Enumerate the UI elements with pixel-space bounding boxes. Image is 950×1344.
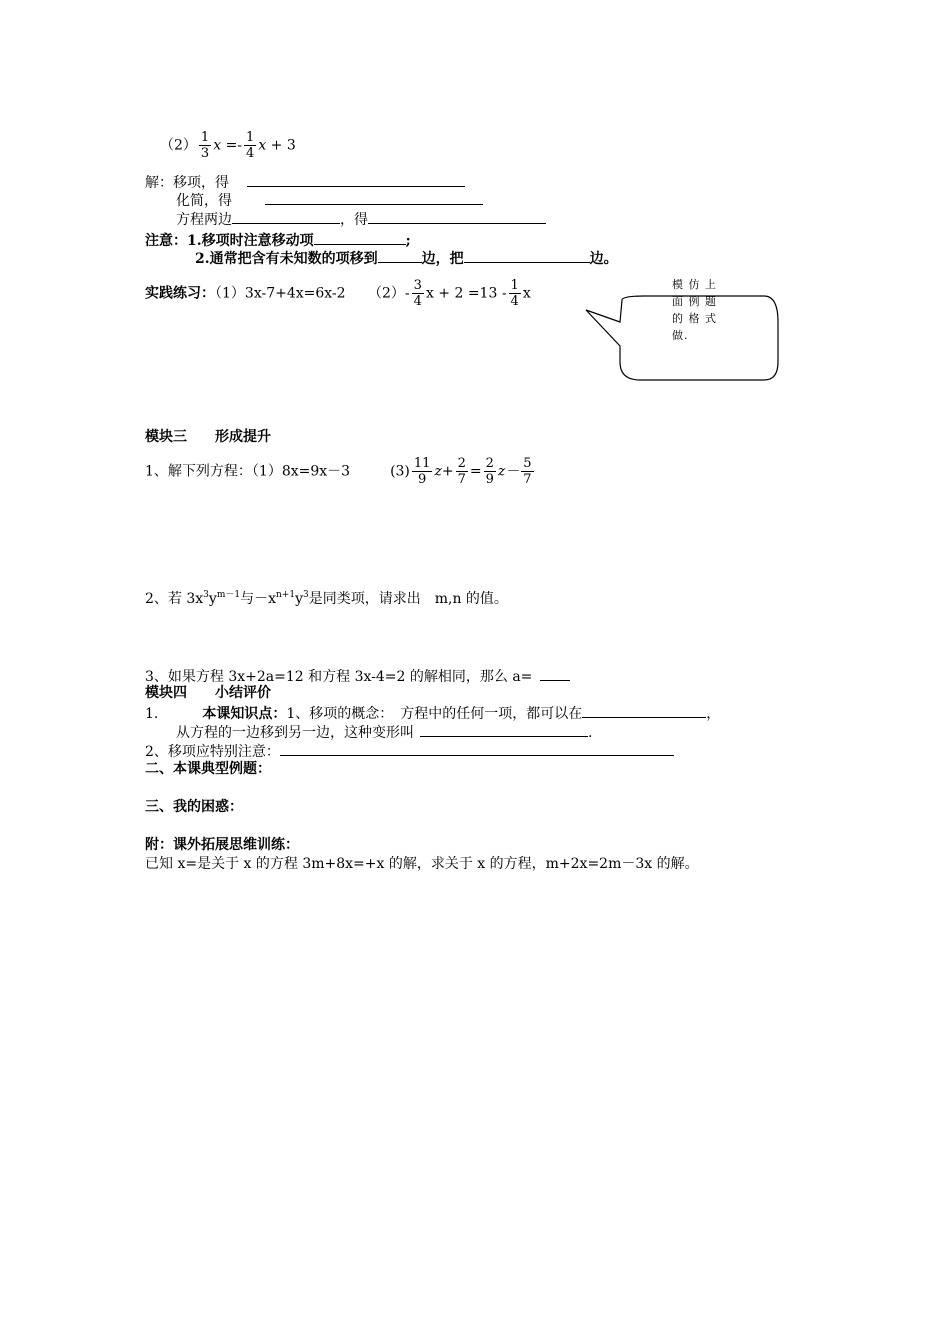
answer-blank[interactable] (265, 190, 483, 205)
module-4-title: 模块四 小结评价 (145, 685, 271, 701)
m4-row-1: 1. 本课知识点：1、移项的概念： 方程中的任何一项，都可以在 ， (145, 703, 720, 723)
m4-row-2: 从方程的一边移到另一边，这种变形叫 . (176, 722, 592, 742)
extension-problem: 已知 x=是关于 x 的方程 3m+8x=+x 的解，求关于 x 的方程，m+2x=2m－3x 的解。 (145, 856, 699, 872)
example-2-equation: （2） $\frac{1}{3}$ x =- $\frac{1}{4}$ x + 3 (160, 130, 296, 161)
m3-question-2: 2、若 $3x^3y^{m-1}$与$-x^{n+1}y^3$是同类项，请求出 m,n 的值。 (145, 590, 508, 607)
solution-line-1: 解：移项，得 (145, 172, 465, 192)
answer-blank[interactable] (378, 248, 422, 263)
heading-extension: 附：课外拓展思维训练： (145, 837, 299, 853)
practice-line: 实践练习：（1）3x-7+4x=6x-2 （2）- $\frac{3}{4}$ x + 2 =13 - $\frac{1}{4}$ x (145, 278, 531, 309)
solution-line-3: 方程两边 ，得 (176, 209, 546, 229)
m3-question-3: 3、如果方程 3x+2a=12 和方程 3x-4=2 的解相同，那么 a= (145, 666, 570, 686)
answer-blank[interactable] (314, 230, 406, 245)
answer-blank[interactable] (247, 172, 465, 187)
fraction: $\frac{1}{4}$ (246, 130, 255, 161)
fraction: $\frac{2}{7}$ (457, 456, 466, 487)
m4-row-3: 2、移项应特别注意： (145, 741, 674, 761)
note-line-2: 2.通常把含有未知数的项移到 边，把 边。 (195, 248, 618, 268)
fraction: $\frac{2}{9}$ (485, 456, 494, 487)
fraction: $\frac{3}{4}$ (413, 278, 422, 309)
heading-examples: 二、本课典型例题： (145, 761, 271, 777)
answer-blank[interactable] (582, 703, 706, 718)
answer-blank[interactable] (280, 741, 674, 756)
answer-blank[interactable] (420, 722, 588, 737)
heading-confusion: 三、我的困惑： (145, 799, 243, 815)
solution-line-2: 化简，得 (176, 190, 483, 210)
note-line-1: 注意：1.移项时注意移动项 ; (145, 230, 411, 250)
fraction: $\frac{1}{3}$ (200, 130, 210, 161)
module-3-title: 模块三 形成提升 (145, 429, 271, 445)
answer-blank[interactable] (540, 666, 570, 681)
fraction: $\frac{11}{9}$ (413, 456, 431, 487)
answer-blank[interactable] (232, 209, 340, 224)
bubble-text: 模 仿 上 面 例 题 的 格 式 做. (672, 278, 717, 342)
answer-blank[interactable] (464, 248, 590, 263)
fraction: $\frac{5}{7}$ (523, 456, 532, 487)
m3-question-1: 1、解下列方程：（1）8x=9x－3 (3) $\frac{11}{9}$ z+ $\frac{2}{7}$ = $\frac{2}{9}$ z－ $\frac{5}{7}$ (145, 456, 532, 487)
example-label: （2） (160, 137, 197, 154)
answer-blank[interactable] (368, 209, 546, 224)
fraction: $\frac{1}{4}$ (510, 278, 519, 309)
